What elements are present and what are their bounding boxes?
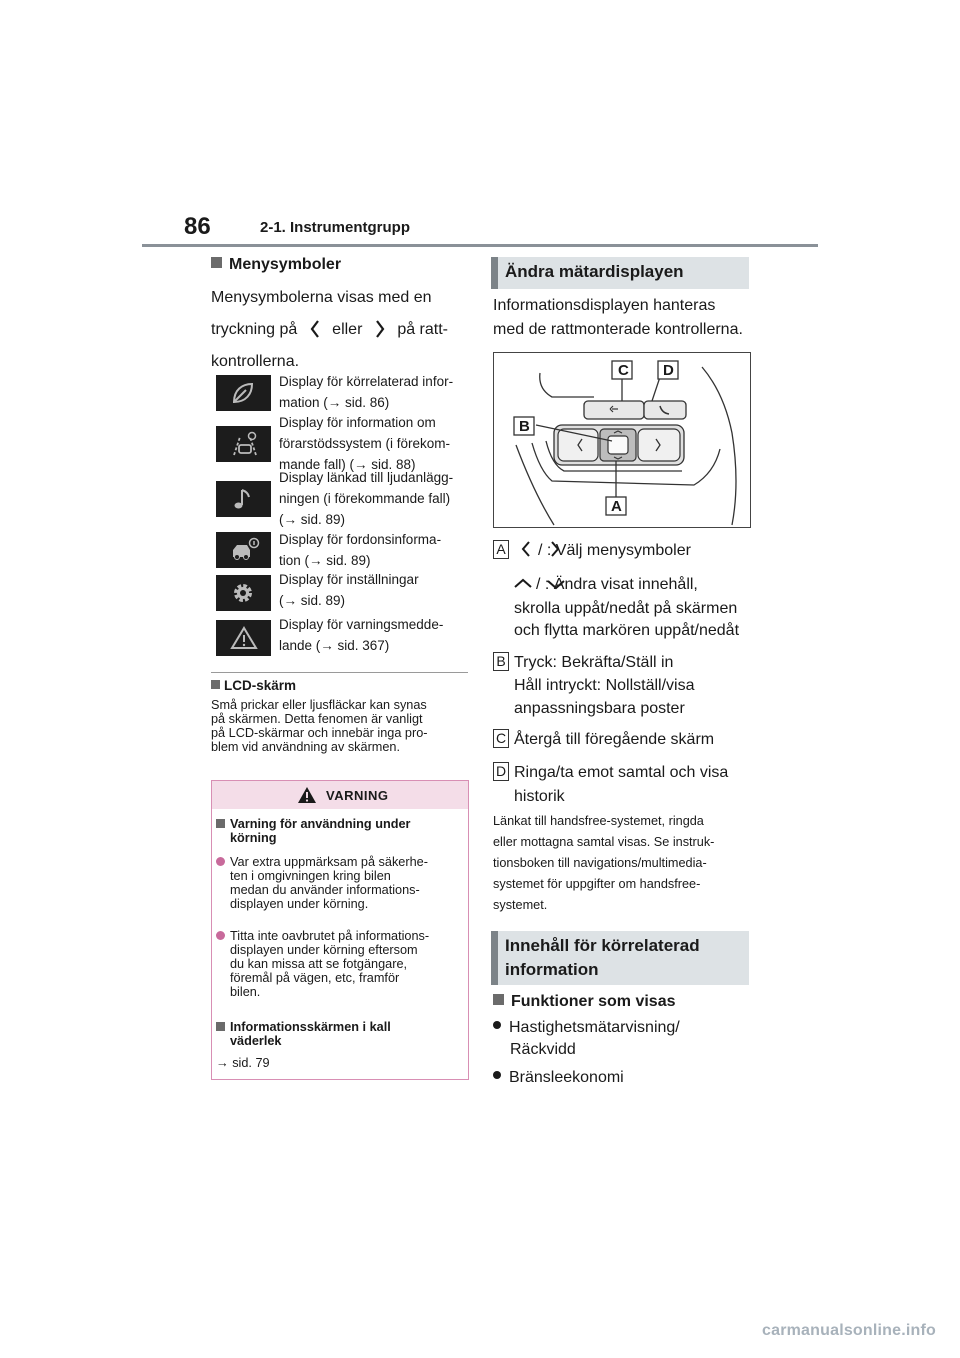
gear-icon <box>230 580 256 606</box>
square-bullet-icon <box>493 994 504 1005</box>
section-band-driving-info: Innehåll för körrelaterad information <box>491 931 749 985</box>
chevron-down-icon <box>547 580 565 590</box>
section-title: 2-1. Instrumentgrupp <box>260 219 411 236</box>
function-item-speed: Hastighetsmätarvisning/ Räckvidd <box>493 1017 680 1061</box>
dot-bullet-icon <box>493 1021 501 1029</box>
menu-heading: Menysymboler <box>211 256 341 274</box>
function-item-fuel: Bränsleekonomi <box>493 1067 624 1089</box>
steering-wheel-illustration <box>494 353 750 527</box>
vehicle-info-icon <box>230 537 260 563</box>
icon-row-settings: Display för inställningar (→ sid. 89) <box>216 575 472 611</box>
icon-row-driver-assist: Display för information om förarstödssystem (i förekom- mande fall) (→ sid. 88) <box>216 426 472 462</box>
driver-assist-icon <box>230 431 260 457</box>
square-bullet-icon <box>211 680 220 689</box>
chevron-left-icon <box>310 320 320 338</box>
warning-box <box>211 780 469 1080</box>
page-number: 86 <box>184 213 211 240</box>
warning-header <box>212 781 468 809</box>
square-bullet-icon <box>216 819 225 828</box>
icon-row-warnings: Display för varningsmedde- lande (→ sid. 367) <box>216 620 472 656</box>
legend-d: D Ringa/ta emot samtal och visa <box>493 761 758 784</box>
chevron-left-icon <box>521 541 531 557</box>
figure-label-a: A <box>611 498 622 515</box>
warning-bullet-look: Titta inte oavbrutet på informations- displayen under körning eftersom du kan missa att se fotgängare, föremål på vägen, etc, framför bilen. <box>216 929 460 999</box>
figure-label-c: C <box>618 362 629 379</box>
handsfree-note: Länkat till handsfree-systemet, ringda eller mottagna samtal visas. Se instruk- tionsboken till navigations/multimedia- systemet för uppgifter om handsfree- systemet. <box>493 814 715 912</box>
warning-reference: → sid. 79 <box>216 1056 270 1070</box>
dot-bullet-icon <box>216 857 225 866</box>
menu-paragraph: Menysymbolerna visas med en tryckning på eller på ratt- kontrollerna. <box>211 289 448 370</box>
lcd-heading: LCD-skärm <box>211 678 296 693</box>
music-note-icon <box>230 486 256 512</box>
warning-triangle-icon <box>230 625 258 651</box>
icon-row-audio: Display länkad till ljudanlägg- ningen (i förekommande fall) (→ sid. 89) <box>216 481 472 517</box>
figure-label-b: B <box>519 418 530 435</box>
steering-controls-figure <box>493 352 751 528</box>
divider <box>211 672 468 673</box>
key-label-a: A <box>493 540 509 559</box>
legend-b: B Tryck: Bekräfta/Ställ in <box>493 651 758 674</box>
intro-paragraph: Informationsdisplayen hanteras med de rattmonterade kontrollerna. <box>493 297 743 338</box>
section-band-change-display: Ändra mätardisplayen <box>491 257 749 289</box>
warning-triangle-icon <box>297 786 317 804</box>
warning-heading-driving: Varning för användning under körning <box>216 817 460 845</box>
dot-bullet-icon <box>493 1071 501 1079</box>
warning-heading-cold: Informationsskärmen i kall väderlek <box>216 1020 460 1048</box>
legend-c: C Återgå till föregående skärm <box>493 728 758 751</box>
leaf-icon <box>230 380 256 406</box>
square-bullet-icon <box>216 1022 225 1031</box>
square-bullet-icon <box>211 257 222 268</box>
warning-title: VARNING <box>326 788 389 803</box>
icon-row-vehicle-info: Display för fordonsinforma- tion (→ sid. 89) <box>216 532 472 568</box>
dot-bullet-icon <box>216 931 225 940</box>
header-divider <box>142 244 818 247</box>
icon-row-driving-info: Display för körrelaterad infor- mation (→ sid. 86) <box>216 375 472 411</box>
warning-bullet-attention: Var extra uppmärksam på säkerhe- ten i omgivningen kring bilen medan du använder informations- displayen under körning. <box>216 855 460 911</box>
chevron-right-icon <box>375 320 385 338</box>
chevron-up-icon <box>514 578 532 588</box>
lcd-paragraph: Små prickar eller ljusfläckar kan synas på skärmen. Detta fenomen är vanligt på LCD-skärmar och innebär inga pro- blem vid användning av skärmen. <box>211 698 428 754</box>
figure-label-d: D <box>663 362 674 379</box>
watermark: carmanualsonline.info <box>762 1322 937 1339</box>
functions-heading: Funktioner som visas <box>493 993 676 1011</box>
